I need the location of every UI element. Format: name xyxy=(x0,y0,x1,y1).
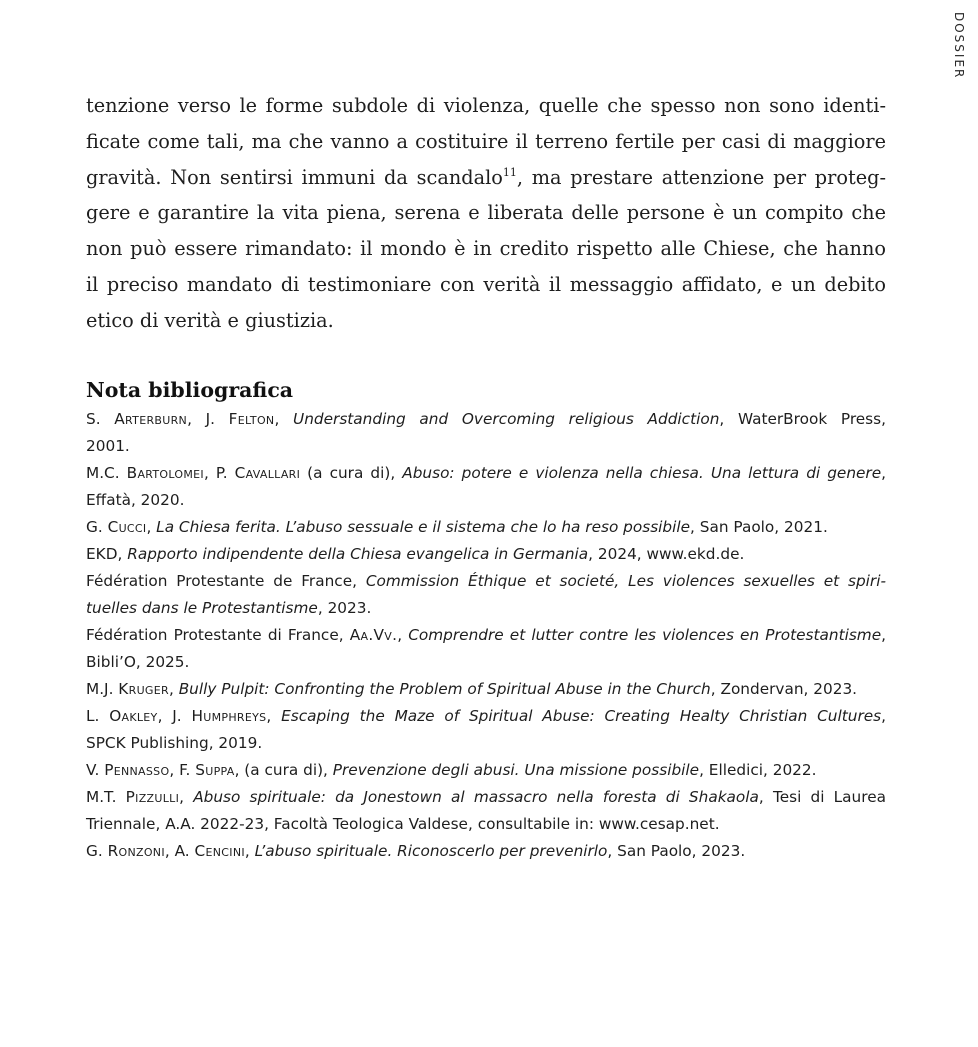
section-label: DOSSIER xyxy=(952,12,966,80)
text-run: , xyxy=(168,680,179,698)
bibliography-entry xyxy=(86,568,886,622)
bibliography-line xyxy=(86,811,886,838)
text-run: , 2023. xyxy=(317,599,372,617)
text-run: non può essere rimandato: il mondo è in credito rispetto alle Chiese, che hanno xyxy=(86,237,886,261)
body-line xyxy=(86,231,886,267)
body-paragraph xyxy=(86,88,886,339)
bibliography-entry xyxy=(86,406,886,460)
author-surname: Felton xyxy=(228,410,275,428)
text-run: 2001. xyxy=(86,437,130,455)
author-surname: Cucci xyxy=(107,518,147,536)
author-surname: Bartolomei xyxy=(126,464,204,482)
italic-title: Abuso spirituale: da Jonestown al massacro nella foresta di Shakaola xyxy=(193,788,759,806)
text-run: V. xyxy=(86,761,105,779)
text-run: gere e garantire la vita piena, serena e liberata delle persone è un compito che xyxy=(86,201,886,225)
text-run: , WaterBrook Press, xyxy=(719,410,886,428)
italic-title: Abuso: potere e violenza nella chiesa. Una lettura di genere xyxy=(402,464,882,482)
bibliography-entry xyxy=(86,622,886,676)
bibliography-entry xyxy=(86,514,886,541)
body-line xyxy=(86,88,886,124)
bibliography-entry xyxy=(86,757,886,784)
body-line xyxy=(86,160,886,196)
bibliography-line xyxy=(86,568,886,595)
author-surname: Cavallari xyxy=(234,464,301,482)
bibliography-line xyxy=(86,703,886,730)
author-surname: Suppa xyxy=(195,761,235,779)
author-surname: Humphreys xyxy=(191,707,267,725)
author-surname: Oakley xyxy=(109,707,158,725)
text-run: ficate come tali, ma che vanno a costituire il terreno fertile per casi di maggiore xyxy=(86,129,886,153)
text-run: tenzione verso le forme subdole di violenza, quelle che spesso non sono identi- xyxy=(86,94,886,117)
bibliography-line xyxy=(86,757,886,784)
text-run: , J. xyxy=(157,707,192,725)
italic-title: Bully Pulpit: Confronting the Problem of Spiritual Abuse in the Church xyxy=(178,680,711,698)
italic-title: Prevenzione degli abusi. Una missione possibile xyxy=(332,761,700,779)
author-surname: Ronzoni xyxy=(107,842,165,860)
text-run: , xyxy=(881,626,886,644)
text-run: etico di verità e giustizia. xyxy=(86,308,334,332)
text-run: , J. xyxy=(187,410,229,428)
italic-title: Escaping the Maze of Spiritual Abuse: Creating Healty Christian Cultures xyxy=(281,707,882,725)
italic-title: L’abuso spirituale. Riconoscerlo per prevenirlo xyxy=(254,842,608,860)
author-surname: Cencini xyxy=(194,842,245,860)
bibliography-entry xyxy=(86,838,886,865)
text-run: , San Paolo, 2021. xyxy=(690,518,828,536)
text-run: , F. xyxy=(169,761,196,779)
author-surname: Aa.Vv. xyxy=(349,626,398,644)
italic-title: La Chiesa ferita. L’abuso sessuale e il sistema che lo ha reso possibile xyxy=(156,518,691,536)
text-run: Triennale, A.A. 2022-23, Facoltà Teologica Valdese, consultabile in: www.cesap.net. xyxy=(86,815,720,833)
text-run: , Zondervan, 2023. xyxy=(710,680,858,698)
text-run: , xyxy=(146,518,157,536)
bibliography-line xyxy=(86,676,886,703)
footnote-marker: 11 xyxy=(502,165,517,179)
bibliography-entry xyxy=(86,541,886,568)
bibliography-line xyxy=(86,541,886,568)
text-run: , xyxy=(244,842,255,860)
bibliography-line xyxy=(86,838,886,865)
bibliography-line xyxy=(86,514,886,541)
bibliography-list xyxy=(86,406,886,865)
text-run: gravità. Non sentirsi immuni da scandalo xyxy=(86,165,503,189)
text-run: M.C. xyxy=(86,464,127,482)
body-line xyxy=(86,303,886,339)
text-run: , 2024, www.ekd.de. xyxy=(588,545,745,563)
bibliography-line xyxy=(86,649,886,676)
bibliography-entry xyxy=(86,460,886,514)
text-run: (a cura di), xyxy=(300,464,403,482)
bibliography-entry xyxy=(86,784,886,838)
text-run: , xyxy=(881,464,887,482)
text-run: , xyxy=(266,707,282,725)
text-run: , ma prestare attenzione per proteg- xyxy=(516,165,886,189)
body-line xyxy=(86,124,886,160)
text-run: , Tesi di Laurea xyxy=(758,788,886,806)
body-line xyxy=(86,195,886,231)
bibliography-line xyxy=(86,433,886,460)
body-line xyxy=(86,267,886,303)
text-run: Effatà, 2020. xyxy=(86,491,185,509)
text-run: il preciso mandato di testimoniare con verità il messaggio affidato, e un debito xyxy=(86,272,886,296)
italic-title: Understanding and Overcoming religious Addiction xyxy=(293,410,720,428)
italic-title: Rapporto indipendente della Chiesa evangelica in Germania xyxy=(127,545,589,563)
text-run: , (a cura di), xyxy=(234,761,333,779)
text-run: S. xyxy=(86,410,115,428)
text-run: G. xyxy=(86,842,108,860)
text-run: G. xyxy=(86,518,108,536)
author-surname: Pennasso xyxy=(104,761,170,779)
italic-title: Commission Éthique et societé, Les violences sexuelles et spiri- xyxy=(365,572,886,590)
bibliography-line xyxy=(86,730,886,757)
text-run: , xyxy=(397,626,409,644)
text-run: , San Paolo, 2023. xyxy=(607,842,746,860)
text-run: , xyxy=(274,410,294,428)
text-run: , xyxy=(881,707,886,725)
bibliography-line xyxy=(86,622,886,649)
bibliography-entry xyxy=(86,676,886,703)
text-run: Fédération Protestante de France, xyxy=(86,572,366,590)
text-run: M.J. xyxy=(86,680,119,698)
text-run: SPCK Publishing, 2019. xyxy=(86,734,263,752)
text-run: , A. xyxy=(164,842,195,860)
bibliography-line xyxy=(86,460,886,487)
text-run: , xyxy=(179,788,194,806)
italic-title: tuelles dans le Protestantisme xyxy=(86,599,318,617)
text-run: Bibli’O, 2025. xyxy=(86,653,190,671)
text-run: L. xyxy=(86,707,110,725)
author-surname: Pizzulli xyxy=(125,788,180,806)
text-run: EKD, xyxy=(86,545,128,563)
bibliography-line xyxy=(86,595,886,622)
bibliography-line xyxy=(86,406,886,433)
bibliography-heading: Nota bibliografica xyxy=(86,378,294,402)
text-run: , P. xyxy=(203,464,235,482)
author-surname: Arterburn xyxy=(114,410,188,428)
bibliography-line xyxy=(86,487,886,514)
text-run: M.T. xyxy=(86,788,126,806)
author-surname: Kruger xyxy=(118,680,169,698)
text-run: Fédération Protestante di France, xyxy=(86,626,350,644)
bibliography-line xyxy=(86,784,886,811)
text-run: , Elledici, 2022. xyxy=(699,761,817,779)
italic-title: Comprendre et lutter contre les violences en Protestantisme xyxy=(408,626,882,644)
bibliography-entry xyxy=(86,703,886,757)
